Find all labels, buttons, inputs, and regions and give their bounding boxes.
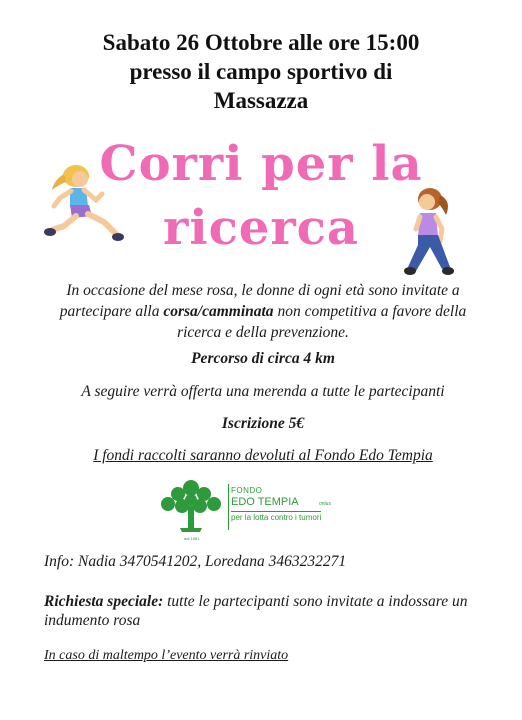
logo-text-block	[231, 486, 331, 524]
fondo-edo-tempia-logo	[156, 478, 356, 542]
logo-since: dal 1981	[184, 536, 200, 541]
intro-text-2: non competitiva a favore della ricerca e della prevenzione.	[177, 303, 467, 341]
event-location-line: Massazza	[213, 88, 309, 113]
intro-highlight: corsa/camminata	[163, 303, 274, 320]
weather-note: In caso di maltempo l’evento verrà rinviato	[44, 648, 289, 663]
registration-fee: Iscrizione 5€	[221, 415, 305, 432]
tree-icon	[156, 478, 226, 542]
title-line-1: Corri per la	[99, 136, 423, 192]
contact-info: Info: Nadia 3470541202, Loredana 3463232271	[44, 553, 347, 570]
logo-divider	[228, 484, 229, 530]
special-request	[44, 592, 484, 630]
logo-name-text: EDO TEMPIA	[231, 496, 299, 508]
special-request-label: Richiesta speciale:	[44, 593, 164, 610]
event-date-line: Sabato 26 Ottobre alle ore 15:00	[102, 30, 420, 55]
event-venue-line: presso il campo sportivo di	[129, 59, 393, 84]
logo-fondo: FONDO	[231, 486, 263, 495]
intro-text-1: In occasione del mese rosa, le donne di ogni età sono invitate a partecipare alla	[59, 282, 460, 320]
route-length: Percorso di circa 4 km	[191, 350, 335, 367]
funds-note: I fondi raccolti saranno devoluti al Fondo Edo Tempia	[93, 447, 433, 464]
snack-note: A seguire verrà offerta una merenda a tutte le partecipanti	[81, 383, 445, 400]
logo-name	[231, 496, 331, 512]
logo-tagline: per la lotta contro i tumori	[231, 513, 322, 522]
title-line-2: ricerca	[163, 200, 359, 256]
intro-paragraph	[40, 280, 486, 343]
event-header	[0, 28, 522, 115]
logo-onlus: onlus	[319, 501, 331, 507]
walking-woman-icon	[402, 185, 460, 281]
special-request-text: tutte le partecipanti sono invitate a indossare un indumento rosa	[44, 593, 468, 629]
